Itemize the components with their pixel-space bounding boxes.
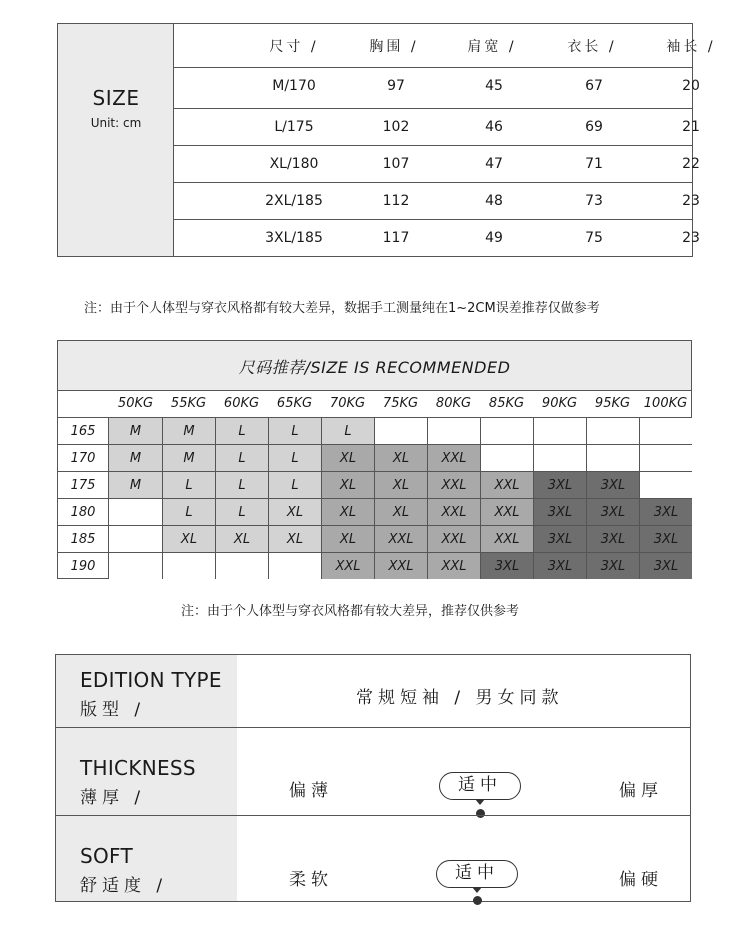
size-cell: 22	[682, 156, 700, 172]
recommend-title: 尺码推荐/SIZE IS RECOMMENDED	[238, 358, 511, 377]
size-row	[174, 108, 700, 146]
soft-label-cn: 舒适度 /	[80, 876, 168, 896]
weight-header: 75KG	[382, 396, 419, 411]
size-cell: L/175	[274, 119, 314, 135]
weight-header: 55KG	[170, 396, 207, 411]
recommend-cell: XL	[374, 471, 427, 498]
thickness-label-cell	[56, 728, 237, 815]
recommend-cell: XL	[321, 471, 374, 498]
recommend-cell: XL	[374, 444, 427, 471]
recommend-cell: XXL	[427, 498, 480, 525]
recommend-cell	[109, 498, 162, 525]
size-cell: 3XL/185	[265, 230, 323, 246]
size-header-size: 尺寸 /	[269, 39, 319, 55]
recommend-cell: XL	[321, 498, 374, 525]
recommend-cell: XL	[321, 525, 374, 552]
recommend-cell: XL	[215, 525, 268, 552]
edition-label-cell	[56, 655, 237, 727]
thickness-row	[56, 728, 690, 815]
size-cell: 23	[682, 230, 700, 246]
recommend-cell: XL	[321, 444, 374, 471]
size-cell: 75	[585, 230, 603, 246]
recommend-cell	[427, 417, 480, 444]
thickness-label-en: THICKNESS	[80, 756, 196, 780]
size-cell: 21	[682, 119, 700, 135]
soft-row	[56, 816, 690, 901]
recommend-cell	[215, 552, 268, 579]
fabric-info-table	[55, 654, 691, 902]
recommend-cell: XXL	[427, 525, 480, 552]
recommend-cell: XXL	[427, 444, 480, 471]
recommend-cell: L	[268, 444, 321, 471]
edition-type-row	[56, 655, 690, 727]
size-cell: 102	[382, 119, 410, 135]
size-row	[174, 219, 700, 257]
weight-header: 100KG	[643, 396, 688, 411]
recommend-note: 注：由于个人体型与穿衣风格都有较大差异，推荐仅供参考	[181, 604, 520, 619]
recommend-cell: L	[215, 417, 268, 444]
height-label: 170	[58, 444, 109, 471]
soft-option-hard: 偏硬	[619, 870, 663, 890]
recommend-cell	[480, 417, 533, 444]
height-label: 185	[58, 525, 109, 552]
thickness-option-thick: 偏厚	[619, 781, 663, 801]
recommend-cell: L	[162, 471, 215, 498]
recommend-cell	[586, 444, 639, 471]
size-cell: 69	[585, 119, 603, 135]
recommend-cell: L	[215, 498, 268, 525]
pointer-arrow-icon	[472, 887, 482, 893]
size-header-shoulder: 肩宽 /	[467, 39, 517, 55]
recommend-cell: XXL	[480, 498, 533, 525]
recommend-cell	[533, 444, 586, 471]
recommend-cell: M	[109, 417, 162, 444]
recommend-cell: L	[268, 471, 321, 498]
recommend-cell: XXL	[321, 552, 374, 579]
size-cell: 49	[485, 230, 503, 246]
recommend-cell: 3XL	[639, 552, 692, 579]
size-title: SIZE	[92, 86, 140, 110]
weight-header: 60KG	[223, 396, 260, 411]
recommend-cell: M	[109, 444, 162, 471]
edition-value: 常规短袖 / 男女同款	[356, 688, 564, 708]
recommend-cell: XXL	[374, 525, 427, 552]
recommend-cell	[109, 552, 162, 579]
weight-header: 70KG	[329, 396, 366, 411]
recommend-cell: XL	[162, 525, 215, 552]
weight-header: 90KG	[541, 396, 578, 411]
size-cell: 2XL/185	[265, 193, 323, 209]
recommend-cell	[268, 552, 321, 579]
size-header-sleeve: 袖长 /	[666, 39, 716, 55]
recommend-cell: 3XL	[639, 498, 692, 525]
size-row	[174, 145, 700, 183]
recommend-cell	[586, 417, 639, 444]
recommend-cell: 3XL	[586, 525, 639, 552]
soft-label-en: SOFT	[80, 844, 134, 868]
recommend-cell	[639, 444, 692, 471]
size-cell: M/170	[272, 78, 316, 94]
recommend-cell: XL	[268, 498, 321, 525]
size-cell: 97	[387, 78, 405, 94]
size-header-chest: 胸围 /	[369, 39, 419, 55]
recommend-cell: 3XL	[533, 552, 586, 579]
recommend-cell: 3XL	[533, 525, 586, 552]
thickness-option-thin: 偏薄	[289, 781, 333, 801]
recommend-cell	[374, 417, 427, 444]
recommend-cell: XL	[268, 525, 321, 552]
size-cell: 48	[485, 193, 503, 209]
thickness-selected-pill: 适中	[439, 772, 521, 800]
size-cell: 47	[485, 156, 503, 172]
size-cell: 71	[585, 156, 603, 172]
recommend-cell: M	[109, 471, 162, 498]
pointer-dot-icon	[473, 896, 482, 905]
edition-label-en: EDITION TYPE	[80, 668, 222, 692]
edition-label-cn: 版型 /	[80, 700, 146, 720]
recommend-cell: M	[162, 417, 215, 444]
soft-selected-pill: 适中	[436, 860, 518, 888]
recommend-cell	[533, 417, 586, 444]
weight-header: 80KG	[435, 396, 472, 411]
recommend-title-bar	[58, 341, 691, 391]
height-label: 165	[58, 417, 109, 444]
size-cell: 46	[485, 119, 503, 135]
recommend-cell: L	[215, 444, 268, 471]
recommend-cell: 3XL	[533, 498, 586, 525]
soft-option-soft: 柔软	[289, 870, 333, 890]
size-label-cell	[58, 24, 174, 256]
recommend-cell: 3XL	[533, 471, 586, 498]
size-row	[174, 182, 700, 220]
size-cell: 23	[682, 193, 700, 209]
recommend-cell: 3XL	[639, 525, 692, 552]
recommend-cell: 3XL	[480, 552, 533, 579]
measurement-note: 注：由于个人体型与穿衣风格都有较大差异，数据手工测量纯在1~2CM误差推荐仅做参考	[84, 301, 600, 316]
size-row	[174, 67, 700, 105]
recommend-cell: XXL	[374, 552, 427, 579]
recommend-cell	[480, 444, 533, 471]
size-cell: 20	[682, 78, 700, 94]
size-unit: Unit: cm	[90, 116, 142, 130]
weight-header: 95KG	[594, 396, 631, 411]
recommend-cell: L	[268, 417, 321, 444]
recommend-cell: XXL	[480, 471, 533, 498]
pointer-arrow-icon	[475, 799, 485, 805]
recommend-cell: XL	[374, 498, 427, 525]
recommend-cell: XXL	[427, 552, 480, 579]
recommend-cell	[639, 471, 692, 498]
weight-header: 50KG	[117, 396, 154, 411]
size-cell: 73	[585, 193, 603, 209]
recommend-cell: XXL	[480, 525, 533, 552]
size-cell: 67	[585, 78, 603, 94]
size-cell: XL/180	[269, 156, 319, 172]
recommend-cell: L	[162, 498, 215, 525]
size-cell: 45	[485, 78, 503, 94]
recommend-cell	[162, 552, 215, 579]
size-header-length: 衣长 /	[567, 39, 617, 55]
recommend-cell	[109, 525, 162, 552]
size-cell: 112	[382, 193, 410, 209]
recommend-cell	[639, 417, 692, 444]
size-cell: 107	[382, 156, 410, 172]
soft-label-cell	[56, 816, 237, 901]
recommend-cell: 3XL	[586, 498, 639, 525]
height-label: 190	[58, 552, 109, 579]
recommend-cell: 3XL	[586, 552, 639, 579]
size-recommend-table	[57, 340, 692, 579]
size-table	[57, 23, 716, 257]
size-cell: 117	[382, 230, 410, 246]
recommend-cell: 3XL	[586, 471, 639, 498]
height-label: 175	[58, 471, 109, 498]
weight-header: 85KG	[488, 396, 525, 411]
height-label: 180	[58, 498, 109, 525]
weight-header: 65KG	[276, 396, 313, 411]
recommend-cell: M	[162, 444, 215, 471]
recommend-cell: XXL	[427, 471, 480, 498]
recommend-cell: L	[321, 417, 374, 444]
thickness-label-cn: 薄厚 /	[80, 788, 146, 808]
recommend-cell: L	[215, 471, 268, 498]
